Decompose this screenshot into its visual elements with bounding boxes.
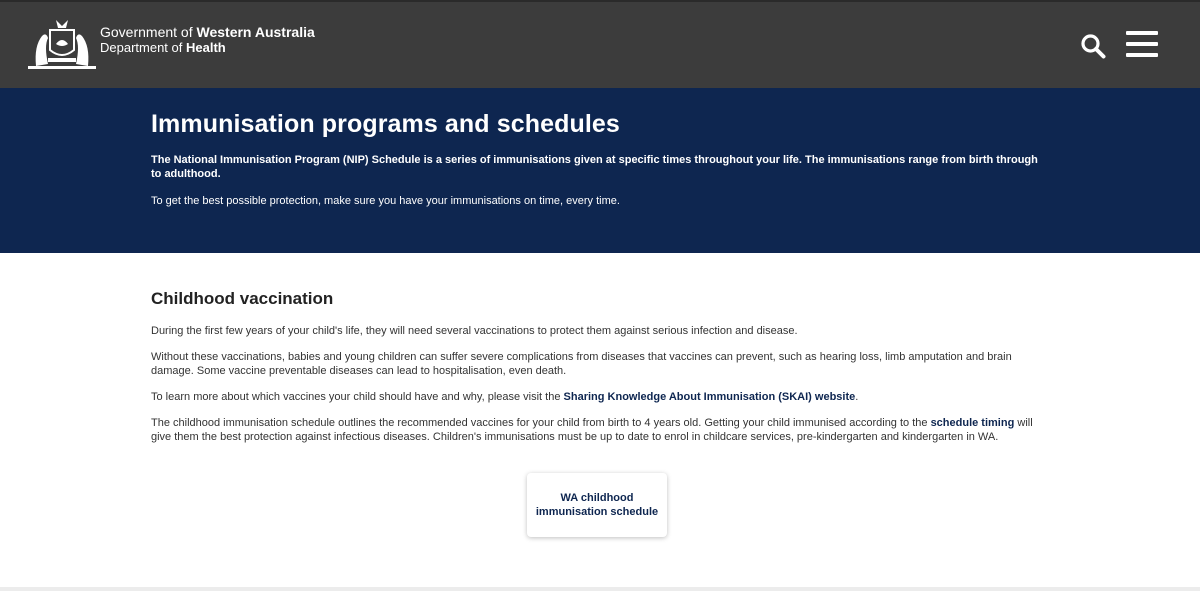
brand-text[interactable] bbox=[100, 25, 315, 55]
paragraph-1: During the first few years of your child's life, they will need several vaccinations to protect them against serious infection and disease. bbox=[151, 325, 798, 337]
wa-childhood-schedule-card[interactable] bbox=[527, 473, 667, 537]
site-header bbox=[0, 0, 1200, 88]
brand-line-1: Government of Western Australia bbox=[100, 24, 315, 40]
skai-website-link[interactable]: Sharing Knowledge About Immunisation (SKAI) website bbox=[563, 391, 856, 403]
schedule-timing-link[interactable]: schedule timing bbox=[930, 417, 1015, 429]
coat-of-arms-icon[interactable] bbox=[28, 16, 98, 72]
hero-sub-text: To get the best possible protection, make sure you have your immunisations on time, every time. bbox=[151, 195, 620, 207]
paragraph-2: Without these vaccinations, babies and young children can suffer severe complications from diseases that vaccines can prevent, such as hearing loss, limb amputation and brain damage. Some vaccine preventable diseases can lead to hospitalisation, even death. bbox=[151, 351, 1012, 377]
paragraph-3: To learn more about which vaccines your child should have and why, please visit the Sharing Knowledge About Immunisation (SKAI) website. bbox=[151, 391, 859, 403]
menu-bar bbox=[1126, 53, 1158, 57]
menu-bar bbox=[1126, 31, 1158, 35]
menu-bar bbox=[1126, 42, 1158, 46]
footer-divider bbox=[0, 587, 1200, 591]
brand-line-2: Department of Health bbox=[100, 40, 226, 55]
hero-lead-text: The National Immunisation Program (NIP) Schedule is a series of immunisations given at specific times throughout your life. The immunisations range from birth through to adulthood. bbox=[151, 154, 1038, 180]
hamburger-menu-icon[interactable] bbox=[1126, 31, 1158, 59]
search-icon[interactable] bbox=[1080, 33, 1106, 59]
section-heading: Childhood vaccination bbox=[151, 289, 334, 308]
page-title: Immunisation programs and schedules bbox=[151, 110, 620, 138]
hero-banner bbox=[0, 88, 1200, 253]
card-label: WA childhood immunisation schedule bbox=[535, 492, 659, 518]
paragraph-4: The childhood immunisation schedule outlines the recommended vaccines for your child from birth to 4 years old. Getting your child immunised according to the schedule timing will give them the best protection against infectious diseases. Children's immunisations must be up to date to enrol in childcare services, pre-kindergarten and kindergarten in WA. bbox=[151, 417, 1033, 443]
